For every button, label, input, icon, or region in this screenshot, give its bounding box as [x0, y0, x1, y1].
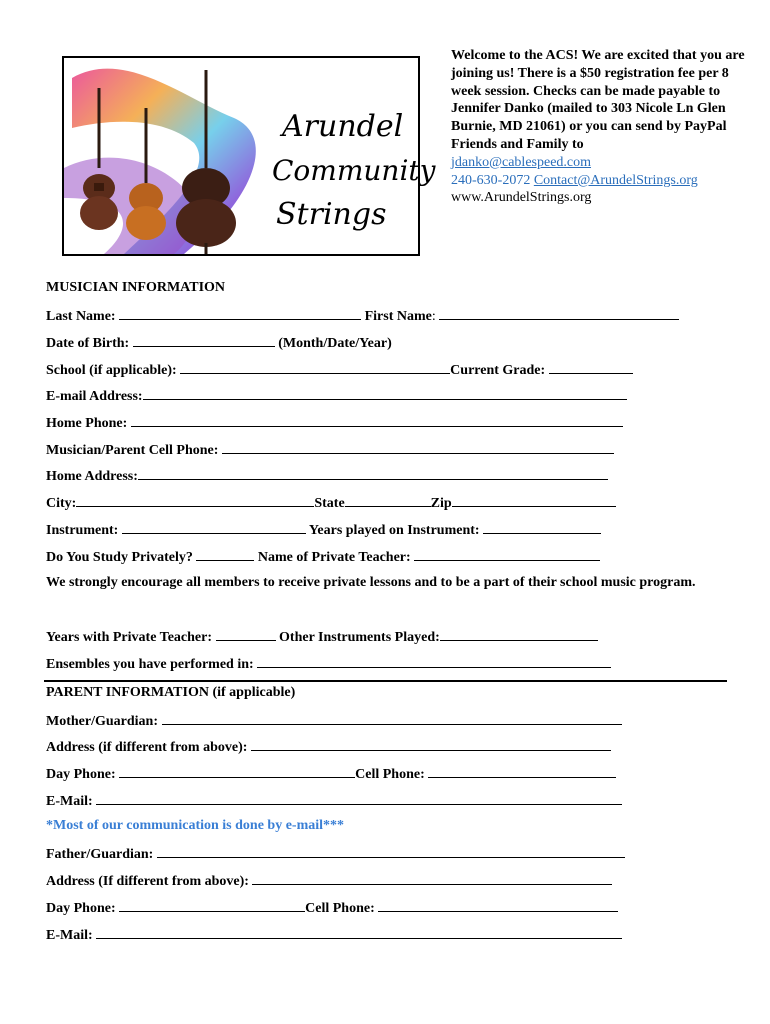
mother-email-row: [46, 792, 622, 810]
mother-day-phone-field[interactable]: [119, 765, 355, 778]
grade-label: Current Grade:: [450, 363, 546, 378]
home-address-field[interactable]: [138, 467, 608, 480]
mother-field[interactable]: [162, 712, 622, 725]
instrument-field[interactable]: [122, 521, 306, 534]
father-email-field[interactable]: [96, 926, 622, 939]
logo-text-line3: Strings: [276, 197, 387, 232]
other-instruments-label: Other Instruments Played:: [279, 630, 440, 645]
logo-artwork: [64, 58, 436, 254]
school-row: [46, 361, 633, 379]
welcome-message: [451, 47, 751, 207]
private-teacher-field[interactable]: [414, 548, 600, 561]
welcome-text: Welcome to the ACS! We are excited that you are joining us! There is a $50 registration fee per 8 week session. Checks can be made payable to Jennifer Danko (mailed to 303 Nicole Ln Glen Burnie, MD 21061) or you can send by PayPal Friends and Family to: [451, 48, 745, 152]
paypal-email-link[interactable]: jdanko@cablespeed.com: [451, 154, 592, 170]
father-address-label: Address (If different from above):: [46, 874, 249, 889]
first-name-label: First Name: [364, 309, 432, 324]
last-first-name-row: [46, 307, 679, 325]
cell-phone-row: [46, 441, 614, 459]
zip-label: Zip: [430, 496, 452, 511]
last-name-label: Last Name:: [46, 309, 116, 324]
state-field[interactable]: [345, 494, 431, 507]
phone-number: 240-630-2072: [451, 172, 531, 188]
mother-email-label: E-Mail:: [46, 794, 93, 809]
email-communication-note: *Most of our communication is done by e-mail***: [46, 818, 345, 833]
musician-info-heading: MUSICIAN INFORMATION: [46, 280, 226, 295]
father-day-phone-label: Day Phone:: [46, 901, 116, 916]
email-field[interactable]: [143, 387, 627, 400]
first-name-field[interactable]: [439, 307, 679, 320]
cell-phone-label: Musician/Parent Cell Phone:: [46, 443, 219, 458]
home-phone-field[interactable]: [131, 414, 623, 427]
home-phone-label: Home Phone:: [46, 416, 128, 431]
study-privately-label: Do You Study Privately?: [46, 550, 193, 565]
section-divider: [44, 680, 727, 682]
dob-field[interactable]: [133, 334, 275, 347]
father-phone-row: [46, 899, 618, 917]
father-email-label: E-Mail:: [46, 928, 93, 943]
parent-info-heading: PARENT INFORMATION (if applicable): [46, 685, 296, 700]
email-row: [46, 387, 627, 405]
home-address-label: Home Address:: [46, 469, 138, 484]
mother-phone-row: [46, 765, 616, 783]
contact-email-link[interactable]: Contact@ArundelStrings.org: [533, 172, 698, 188]
dob-row: [46, 334, 392, 352]
years-teacher-field[interactable]: [216, 628, 276, 641]
mother-label: Mother/Guardian:: [46, 714, 158, 729]
logo-text-line2: Community: [272, 154, 436, 187]
ensembles-row: [46, 655, 611, 673]
private-study-row: [46, 548, 600, 566]
mother-cell-label: Cell Phone:: [355, 767, 425, 782]
private-teacher-label: Name of Private Teacher:: [257, 550, 411, 565]
mother-address-label: Address (if different from above):: [46, 740, 248, 755]
father-day-phone-field[interactable]: [119, 899, 305, 912]
zip-field[interactable]: [452, 494, 616, 507]
father-cell-field[interactable]: [378, 899, 618, 912]
private-lessons-note: We strongly encourage all members to receive private lessons and to be a part of their school music program.: [46, 575, 696, 590]
state-label: State: [314, 496, 345, 511]
home-address-row: [46, 467, 608, 485]
mother-day-phone-label: Day Phone:: [46, 767, 116, 782]
years-teacher-label: Years with Private Teacher:: [46, 630, 213, 645]
arundel-community-strings-logo: [62, 56, 436, 256]
grade-field[interactable]: [549, 361, 633, 374]
instrument-row: [46, 521, 601, 539]
logo-text-line1: Arundel: [282, 109, 404, 144]
years-teacher-row: [46, 628, 598, 646]
last-name-field[interactable]: [119, 307, 361, 320]
email-label: E-mail Address:: [46, 389, 143, 404]
father-label: Father/Guardian:: [46, 847, 154, 862]
father-cell-label: Cell Phone:: [305, 901, 375, 916]
city-state-zip-row: [46, 494, 616, 512]
years-played-field[interactable]: [483, 521, 601, 534]
other-instruments-field[interactable]: [440, 628, 598, 641]
dob-format: (Month/Date/Year): [278, 336, 392, 351]
dob-label: Date of Birth:: [46, 336, 130, 351]
mother-email-field[interactable]: [96, 792, 622, 805]
study-privately-field[interactable]: [196, 548, 254, 561]
years-played-label: Years played on Instrument:: [308, 523, 480, 538]
city-field[interactable]: [76, 494, 314, 507]
father-row: [46, 845, 625, 863]
city-label: City:: [46, 496, 77, 511]
mother-cell-field[interactable]: [428, 765, 616, 778]
ensembles-label: Ensembles you have performed in:: [46, 657, 254, 672]
school-field[interactable]: [180, 361, 450, 374]
first-name-colon: :: [431, 309, 436, 324]
father-field[interactable]: [157, 845, 625, 858]
ensembles-field[interactable]: [257, 655, 611, 668]
home-phone-row: [46, 414, 623, 432]
father-email-row: [46, 926, 622, 944]
father-address-field[interactable]: [252, 872, 612, 885]
mother-address-row: [46, 738, 611, 756]
mother-address-field[interactable]: [251, 738, 611, 751]
cell-phone-field[interactable]: [222, 441, 614, 454]
website-text: www.ArundelStrings.org: [451, 190, 592, 206]
father-address-row: [46, 872, 612, 890]
mother-row: [46, 712, 622, 730]
school-label: School (if applicable):: [46, 363, 177, 378]
instrument-label: Instrument:: [46, 523, 119, 538]
